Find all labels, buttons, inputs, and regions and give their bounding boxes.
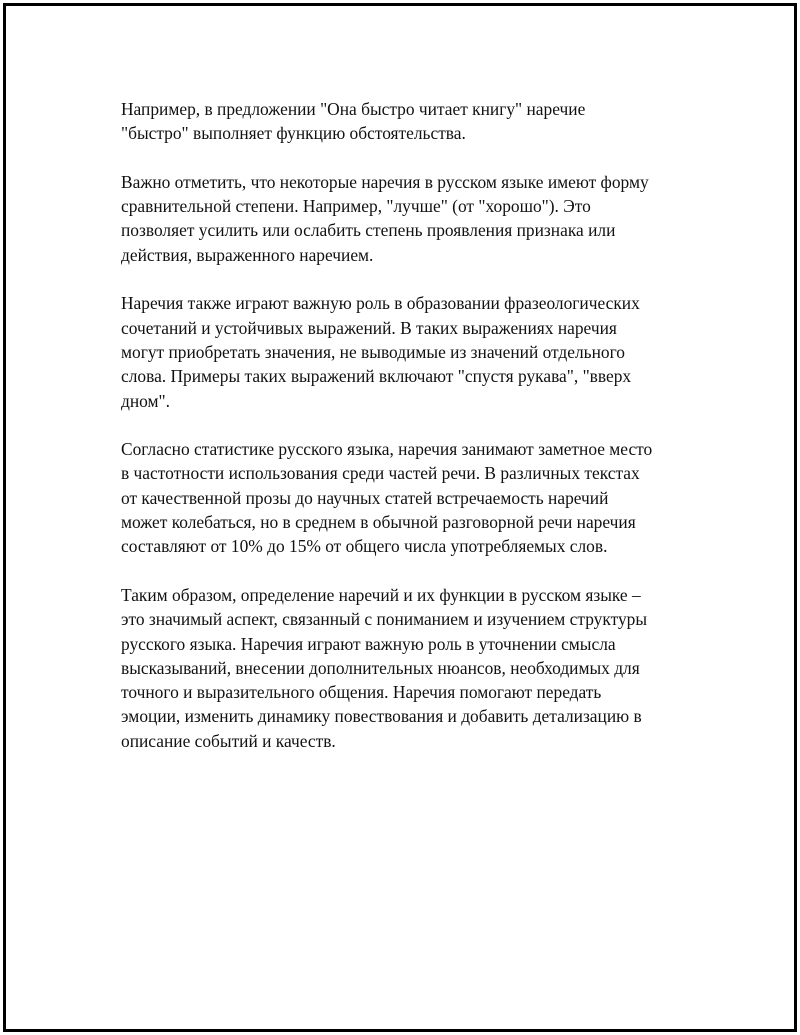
paragraph-conclusion: Таким образом, определение наречий и их функции в русском языке – это значимый аспект, связанный с пониманием и изучением структуры русского языка. Наречия играют важную роль в уточнении смысла высказываний, внесении дополнительных нюансов, необходимых для точного и выразительного общения. Наречия помогают передать эмоции, изменить динамику повествования и добавить детализацию в описание событий и качеств. — [121, 584, 648, 751]
paragraph-example-bystro: Например, в предложении "Она быстро читает книгу" наречие "быстро" выполняет функцию обстоятельства. — [121, 99, 586, 144]
paragraph-phraseological-units: Наречия также играют важную роль в образовании фразеологических сочетаний и устойчивых выражений. В таких выражениях наречия могут приобретать значения, не выводимые из значений отдельного слова. Примеры таких выражений включают "спустя рукава", "вверх дном". — [121, 293, 640, 411]
document-page — [3, 3, 797, 1032]
paragraph-statistics: Согласно статистике русского языка, наречия занимают заметное место в частотности использования среди частей речи. В различных текстах от качественной прозы до научных статей встречаемость наречий может колебаться, но в среднем в обычной разговорной речи наречия составляют от 10% до 15% от общего числа употребляемых слов. — [121, 439, 653, 557]
document-body — [121, 97, 701, 777]
paragraph-comparative-degree: Важно отметить, что некоторые наречия в русском языке имеют форму сравнительной степени. Например, "лучше" (от "хорошо"). Это позволяет усилить или ослабить степень проявления признака или действия, выраженного наречием. — [121, 171, 649, 265]
